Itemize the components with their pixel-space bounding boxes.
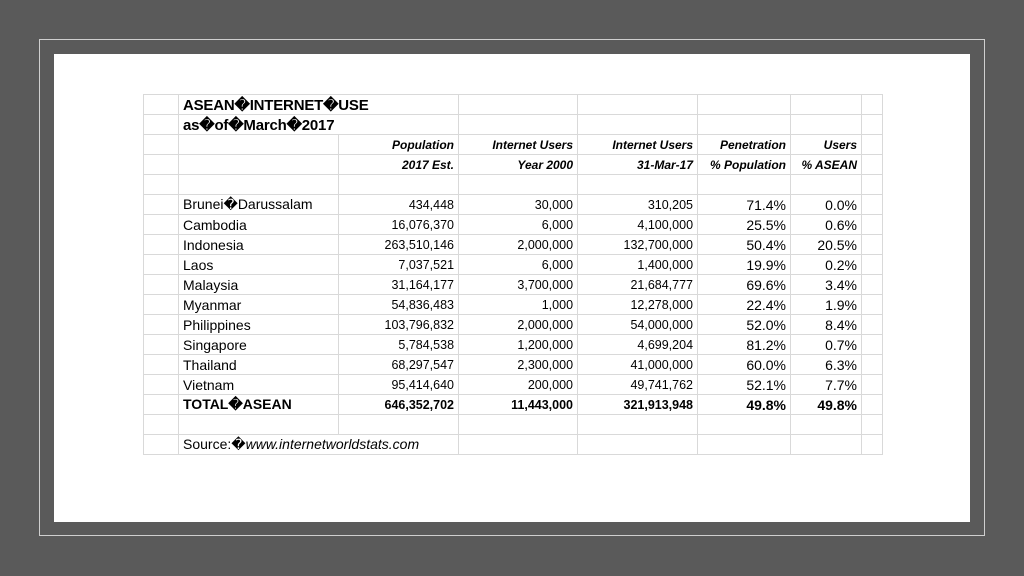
users-2017-value: 132,700,000 [578, 235, 698, 255]
table-title: ASEAN�INTERNET�USE [179, 95, 459, 115]
country-name: Indonesia [179, 235, 339, 255]
table-row [144, 375, 883, 395]
country-name: Singapore [179, 335, 339, 355]
users-2017-value: 1,400,000 [578, 255, 698, 275]
country-name: Malaysia [179, 275, 339, 295]
total-users-share: 49.8% [791, 395, 862, 415]
population-value: 16,076,370 [339, 215, 459, 235]
country-name: Vietnam [179, 375, 339, 395]
country-name: Brunei�Darussalam [179, 195, 339, 215]
penetration-value: 50.4% [698, 235, 791, 255]
users-share-value: 8.4% [791, 315, 862, 335]
population-value: 7,037,521 [339, 255, 459, 275]
users-2017-value: 54,000,000 [578, 315, 698, 335]
population-value: 95,414,640 [339, 375, 459, 395]
users-2017-value: 4,100,000 [578, 215, 698, 235]
blank-row [144, 175, 883, 195]
header-users-2000-sub: Year 2000 [459, 155, 578, 175]
users-2000-value: 2,000,000 [459, 315, 578, 335]
country-name: Cambodia [179, 215, 339, 235]
penetration-value: 60.0% [698, 355, 791, 375]
header-users-2017: Internet Users [578, 135, 698, 155]
country-name: Philippines [179, 315, 339, 335]
header-users-share-sub: % ASEAN [791, 155, 862, 175]
population-value: 31,164,177 [339, 275, 459, 295]
population-value: 434,448 [339, 195, 459, 215]
users-2000-value: 2,300,000 [459, 355, 578, 375]
users-2017-value: 21,684,777 [578, 275, 698, 295]
users-2000-value: 3,700,000 [459, 275, 578, 295]
table-row [144, 195, 883, 215]
users-2000-value: 200,000 [459, 375, 578, 395]
table-row [144, 315, 883, 335]
users-2000-value: 30,000 [459, 195, 578, 215]
blank-row [144, 415, 883, 435]
users-share-value: 6.3% [791, 355, 862, 375]
users-share-value: 20.5% [791, 235, 862, 255]
users-2017-value: 310,205 [578, 195, 698, 215]
header-row-1 [144, 135, 883, 155]
population-value: 103,796,832 [339, 315, 459, 335]
header-row-2 [144, 155, 883, 175]
source-label: Source:� [183, 436, 246, 452]
users-share-value: 0.7% [791, 335, 862, 355]
users-2017-value: 41,000,000 [578, 355, 698, 375]
header-population-sub: 2017 Est. [339, 155, 459, 175]
users-share-value: 0.2% [791, 255, 862, 275]
source-note [179, 435, 459, 455]
total-population: 646,352,702 [339, 395, 459, 415]
table-row [144, 295, 883, 315]
users-2000-value: 2,000,000 [459, 235, 578, 255]
title-row-1 [144, 95, 883, 115]
country-name: Laos [179, 255, 339, 275]
population-value: 263,510,146 [339, 235, 459, 255]
users-2000-value: 1,200,000 [459, 335, 578, 355]
total-label: TOTAL�ASEAN [179, 395, 339, 415]
population-value: 54,836,483 [339, 295, 459, 315]
users-2017-value: 12,278,000 [578, 295, 698, 315]
header-population: Population [339, 135, 459, 155]
source-url: www.internetworldstats.com [245, 436, 420, 452]
users-share-value: 0.6% [791, 215, 862, 235]
table-row [144, 215, 883, 235]
title-row-2 [144, 115, 883, 135]
users-2000-value: 1,000 [459, 295, 578, 315]
users-share-value: 1.9% [791, 295, 862, 315]
penetration-value: 69.6% [698, 275, 791, 295]
penetration-value: 19.9% [698, 255, 791, 275]
penetration-value: 25.5% [698, 215, 791, 235]
source-row [144, 435, 883, 455]
table-subtitle: as�of�March�2017 [179, 115, 459, 135]
total-row [144, 395, 883, 415]
users-2017-value: 4,699,204 [578, 335, 698, 355]
total-penetration: 49.8% [698, 395, 791, 415]
penetration-value: 22.4% [698, 295, 791, 315]
table-row [144, 275, 883, 295]
header-users-share: Users [791, 135, 862, 155]
users-2017-value: 49,741,762 [578, 375, 698, 395]
table-row [144, 355, 883, 375]
penetration-value: 52.1% [698, 375, 791, 395]
document-page [54, 54, 970, 522]
penetration-value: 71.4% [698, 195, 791, 215]
users-2000-value: 6,000 [459, 215, 578, 235]
total-users-2000: 11,443,000 [459, 395, 578, 415]
table-row [144, 335, 883, 355]
header-users-2000: Internet Users [459, 135, 578, 155]
users-2000-value: 6,000 [459, 255, 578, 275]
header-penetration-sub: % Population [698, 155, 791, 175]
table-row [144, 255, 883, 275]
penetration-value: 81.2% [698, 335, 791, 355]
population-value: 68,297,547 [339, 355, 459, 375]
users-share-value: 3.4% [791, 275, 862, 295]
population-value: 5,784,538 [339, 335, 459, 355]
header-penetration: Penetration [698, 135, 791, 155]
total-users-2017: 321,913,948 [578, 395, 698, 415]
table-row [144, 235, 883, 255]
users-share-value: 7.7% [791, 375, 862, 395]
header-users-2017-sub: 31-Mar-17 [578, 155, 698, 175]
asean-internet-table [143, 94, 883, 455]
country-name: Myanmar [179, 295, 339, 315]
penetration-value: 52.0% [698, 315, 791, 335]
country-name: Thailand [179, 355, 339, 375]
users-share-value: 0.0% [791, 195, 862, 215]
